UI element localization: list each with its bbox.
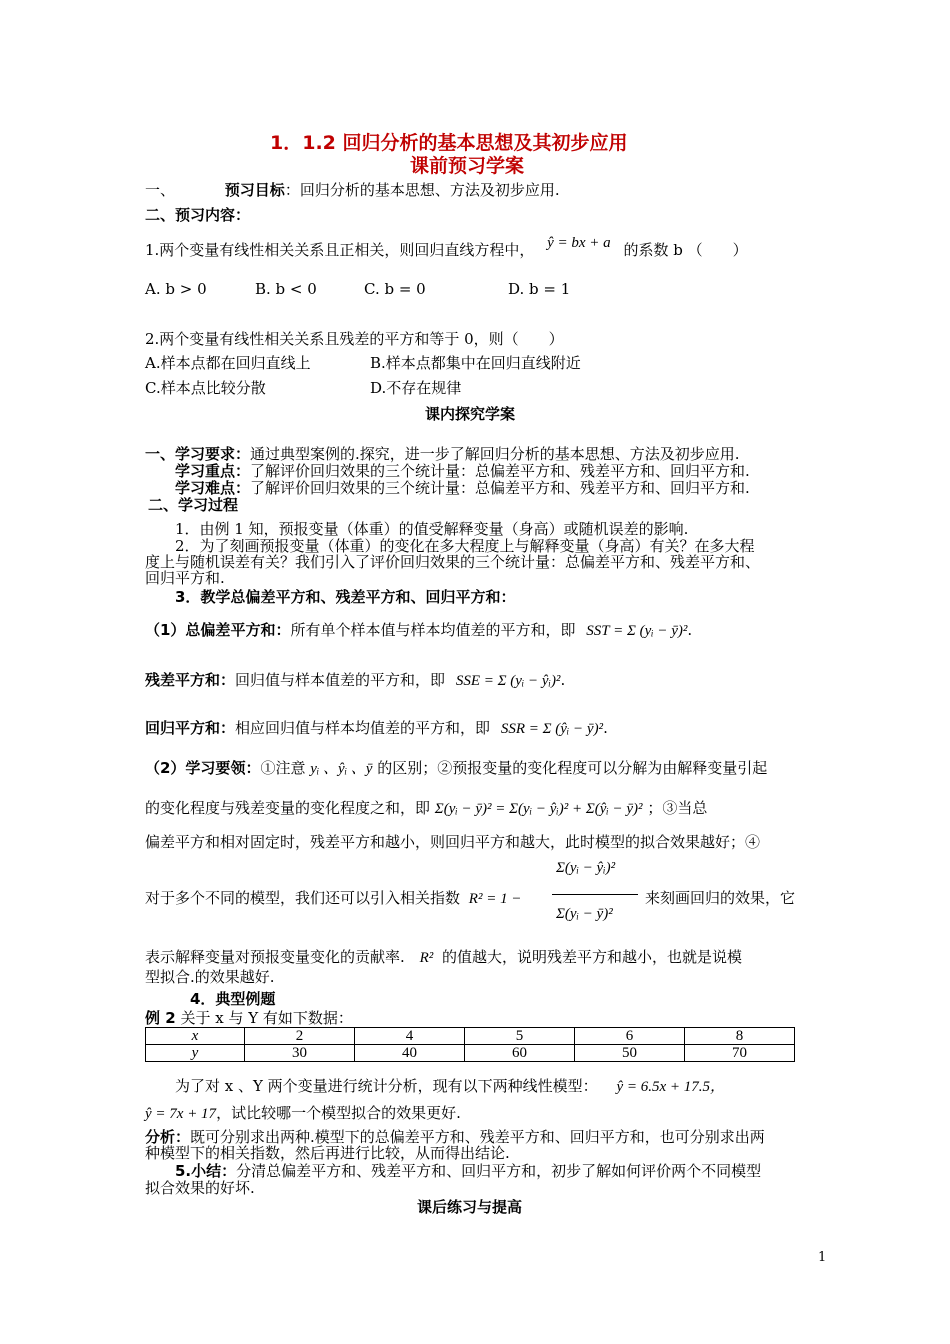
- q1-line: [145, 235, 748, 260]
- x-label-cell: x: [146, 1028, 245, 1045]
- y-label-cell: y: [146, 1045, 245, 1062]
- para-2c: 回归平方和.: [145, 569, 225, 587]
- para-2a: 2．为了刻画预报变量（体重）的变化在多大程度上与解释变量（身高）有关？在多大程: [175, 537, 755, 555]
- x-cell: 8: [685, 1028, 795, 1045]
- points-label: （2）学习要领：: [145, 759, 261, 777]
- analysis-text-1: 既可分别求出两种.模型下的总偏差平方和、残差平方和、回归平方和，也可分别求出两: [190, 1128, 765, 1146]
- summary-line-2: 拟合效果的好坏.: [145, 1179, 255, 1197]
- ssr-label: 回归平方和：: [145, 719, 236, 737]
- points-2a: 的变化程度与残差变量的变化程度之和，即: [145, 799, 431, 817]
- example2-label: 例 2: [145, 1009, 176, 1027]
- sse-text: 回归值与样本值差的平方和，即: [235, 671, 446, 689]
- points-4a: 对于多个不同的模型，我们还可以引入相关指数: [145, 889, 461, 907]
- sse-line: 残差平方和：回归值与样本值差的平方和，即 SSE = Σ (yᵢ − ŷᵢ)².: [145, 671, 566, 689]
- sst-equation: SST = Σ (yᵢ − ȳ)²: [586, 623, 688, 639]
- q1-option-c: C. b = 0: [364, 280, 426, 298]
- x-cell: 2: [245, 1028, 355, 1045]
- ssr-line: 回归平方和：相应回归值与样本均值差的平方和，即 SSR = Σ (ŷᵢ − ȳ)².: [145, 719, 608, 737]
- r2-symbol: R²: [419, 950, 434, 966]
- r2-denominator: Σ(yᵢ − ȳ)²: [556, 906, 613, 922]
- summary-line-1: [175, 1160, 761, 1181]
- process-label: 二、学习过程: [148, 496, 239, 514]
- r2-fraction-bar: [552, 894, 638, 895]
- x-cell: 5: [465, 1028, 575, 1045]
- y-cell: 40: [355, 1045, 465, 1062]
- key-label: 学习重点：: [175, 462, 251, 480]
- goal-num: 一、: [145, 181, 176, 199]
- points-line-6: 型拟合.的效果越好.: [145, 968, 275, 986]
- points-line-4: [145, 887, 521, 908]
- data-table: [145, 1027, 795, 1062]
- sst-label: （1）总偏差平方和：: [145, 621, 291, 639]
- r2-formula-left: R² = 1 −: [468, 891, 522, 907]
- points-line-2: [145, 797, 707, 818]
- content-label: 二、预习内容：: [145, 206, 251, 224]
- q2-option-a: A.样本点都在回归直线上: [145, 354, 311, 372]
- example2-line: [145, 1007, 353, 1028]
- inclass-heading: 课内探究学案: [425, 405, 516, 423]
- sst-line: （1）总偏差平方和：所有单个样本值与样本均值差的平方和，即 SST = Σ (yᵢ − ȳ)².: [145, 621, 693, 639]
- q2-option-c: C.样本点比较分散: [145, 379, 266, 397]
- example2-question-2: [145, 1102, 461, 1123]
- after-class-heading: 课后练习与提高: [417, 1198, 523, 1216]
- points-line-1: [145, 757, 767, 778]
- q2-option-b: B.样本点都集中在回归直线附近: [370, 354, 581, 372]
- req-text: 通过典型案例的.探究，进一步了解回归分析的基本思想、方法及初步应用.: [250, 445, 740, 463]
- sse-label: 残差平方和：: [145, 671, 236, 689]
- q1-text: 1.两个变量有线性相关关系且正相关，则回归直线方程中，: [145, 241, 535, 259]
- page-number: 1: [818, 1250, 827, 1265]
- points-1b: 的区别；②预报变量的变化程度可以分解为由解释变量引起: [377, 759, 768, 777]
- q1-option-b: B. b < 0: [255, 280, 317, 298]
- decomposition-equation: Σ(yᵢ − ȳ)² = Σ(yᵢ − ŷᵢ)² + Σ(ŷᵢ − ȳ)²: [434, 801, 643, 817]
- sst-text: 所有单个样本值与样本均值差的平方和，即: [290, 621, 576, 639]
- q1-equation: ŷ = bx + a: [547, 235, 611, 251]
- x-cell: 6: [575, 1028, 685, 1045]
- points-4b: 来刻画回归的效果，它: [645, 889, 796, 907]
- table-row-x: [146, 1028, 795, 1045]
- example2-q1-text: 为了对 x 、Y 两个变量进行统计分析，现有以下两种线性模型：: [175, 1077, 598, 1095]
- goal-label: 预习目标: [224, 181, 285, 199]
- q2-option-d: D.不存在规律: [370, 379, 462, 397]
- example2-question-1: [175, 1075, 725, 1096]
- points-5b: 的值越大，说明残差平方和越小，也就是说模: [442, 948, 743, 966]
- goal-line: [145, 179, 560, 200]
- hard-line: [175, 477, 750, 498]
- q1-option-d: D. b = 1: [508, 280, 571, 298]
- y-cell: 60: [465, 1045, 575, 1062]
- points-vars: yᵢ 、ŷᵢ 、ȳ: [310, 761, 373, 777]
- page-subtitle: 课前预习学案: [410, 155, 525, 177]
- points-5a: 表示解释变量对预报变量变化的贡献率.: [145, 948, 405, 966]
- y-cell: 70: [685, 1045, 795, 1062]
- q2-text: 2.两个变量有线性相关关系且残差的平方和等于 0，则（ ）: [145, 330, 564, 348]
- analysis-label: 分析：: [145, 1128, 191, 1146]
- q1-tail: 的系数 b （ ）: [623, 241, 748, 259]
- hard-text: 了解评价回归效果的三个统计量：总偏差平方和、残差平方和、回归平方和.: [250, 479, 750, 497]
- table-row-y: [146, 1045, 795, 1062]
- summary-text-1: 分清总偏差平方和、残差平方和、回归平方和，初步了解如何评价两个不同模型: [236, 1162, 762, 1180]
- key-text: 了解评价回归效果的三个统计量：总偏差平方和、残差平方和、回归平方和.: [250, 462, 750, 480]
- example2-q2-text: ，试比较哪一个模型拟合的效果更好.: [216, 1104, 461, 1122]
- points-2b: ；③当总: [647, 799, 708, 817]
- x-cell: 4: [355, 1028, 465, 1045]
- model-2: ŷ = 7x + 17: [145, 1106, 217, 1122]
- page-title: 1．1.2 回归分析的基本思想及其初步应用: [270, 132, 628, 154]
- y-cell: 30: [245, 1045, 355, 1062]
- para-1: 1．由例 1 知，预报变量（体重）的值受解释变量（身高）或随机误差的影响.: [175, 520, 689, 538]
- q1-option-a: A. b > 0: [145, 280, 207, 298]
- example-heading: 4．典型例题: [190, 990, 276, 1008]
- req-label: 一、学习要求：: [145, 445, 251, 463]
- y-cell: 50: [575, 1045, 685, 1062]
- r2-numerator: Σ(yᵢ − ŷᵢ)²: [556, 860, 616, 876]
- summary-label: 5.小结：: [175, 1162, 237, 1180]
- points-line-5: [145, 946, 742, 967]
- ssr-text: 相应回归值与样本均值差的平方和，即: [235, 719, 491, 737]
- hard-label: 学习难点：: [175, 479, 251, 497]
- points-1a: ①注意: [260, 759, 306, 777]
- model-1: ŷ = 6.5x + 17.5，: [616, 1079, 726, 1095]
- example2-text: 关于 x 与 Y 有如下数据：: [180, 1009, 353, 1027]
- para-2b: 度上与随机误差有关？我们引入了评价回归效果的三个统计量：总偏差平方和、残差平方和、: [145, 553, 761, 571]
- sse-equation: SSE = Σ (yᵢ − ŷᵢ)²: [455, 673, 561, 689]
- ssr-equation: SSR = Σ (ŷᵢ − ȳ)²: [500, 721, 604, 737]
- analysis-line-2: 种模型下的相关指数，然后再进行比较，从而得出结论.: [145, 1144, 510, 1162]
- points-line-3: 偏差平方和相对固定时，残差平方和越小，则回归平方和越大，此时模型的拟合效果越好；④: [145, 833, 761, 851]
- goal-text: ：回归分析的基本思想、方法及初步应用.: [284, 181, 560, 199]
- para-3: 3．教学总偏差平方和、残差平方和、回归平方和：: [175, 588, 516, 606]
